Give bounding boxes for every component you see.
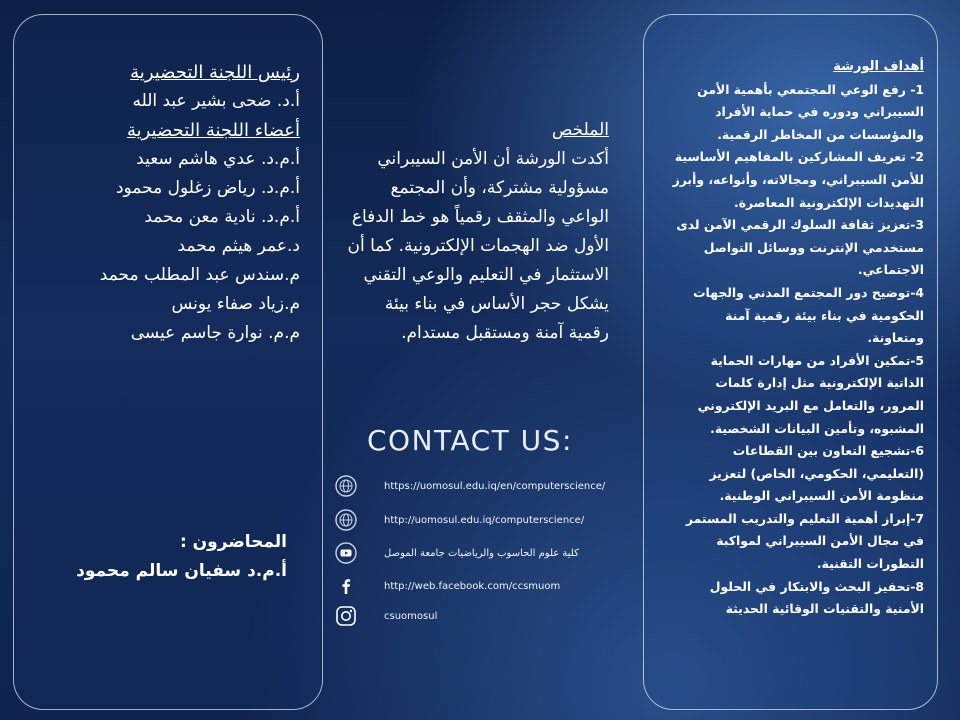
objective-item: 3-تعزيز ثقافة السلوك الرقمي الآمن لدى مستخدمي الإنترنت ووسائل التواصل الاجتماعي. <box>676 217 924 278</box>
objectives-section <box>672 56 924 621</box>
committee-member: م.م. نوارة جاسم عيسى <box>130 323 300 343</box>
committee-section <box>50 58 300 348</box>
objective-item: 4-توضيح دور المجتمع المدني والجهات الحكومية في بناء بيئة رقمية آمنة ومتعاونة. <box>693 284 924 346</box>
contact-link[interactable]: csuomosul <box>384 610 438 622</box>
objective-item: 2- تعريف المشاركين بالمفاهيم الأساسية للأمن السيبراني، ومجالاته، وأنواعه، وأبرز التهديدات الإلكترونية المعاصرة. <box>672 149 924 210</box>
contact-link[interactable]: https://uomosul.edu.iq/en/computerscience/ <box>384 480 606 492</box>
globe-icon <box>334 508 358 532</box>
contact-website-en[interactable] <box>334 473 606 499</box>
contact-link[interactable]: http://uomosul.edu.iq/computerscience/ <box>384 514 585 526</box>
objective-item: 5-تمكين الأفراد من مهارات الحماية الذاتية الإلكترونية مثل إدارة كلمات المرور، والتعامل مع البريد الإلكتروني المشبوه، وتأمين البيانات الشخصية. <box>697 352 924 436</box>
objective-item: 6-تشجيع التعاون بين القطاعات (التعليمي، الحكومي، الخاص) لتعزيز منظومة الأمن السيبراني الوطنية. <box>709 443 924 504</box>
contact-website[interactable] <box>334 507 585 533</box>
lecturer-name: أ.م.د سفيان سالم محمود <box>76 561 287 581</box>
lecturers-section <box>47 528 287 586</box>
facebook-icon <box>334 574 358 598</box>
committee-member: أ.م.د. نادية معن محمد <box>144 207 300 227</box>
contact-title: CONTACT US: <box>367 424 573 457</box>
instagram-icon <box>334 604 358 628</box>
contact-youtube[interactable] <box>334 540 579 566</box>
abstract-body: أكدت الورشة أن الأمن السيبراني مسؤولية مشتركة، وأن المجتمع الواعي والمثقف رقمياً هو خط الدفاع الأول ضد الهجمات الإلكترونية. كما أن الاستثمار في التعليم والوعي التقني يشكل حجر الأساس في بناء بيئة رقمية آمنة ومستقبل مستدام. <box>347 149 609 343</box>
committee-members-title: أعضاء اللجنة التحضيرية <box>126 120 300 141</box>
committee-member: د.عمر هيثم محمد <box>177 236 300 256</box>
objective-item: 7-إبراز أهمية التعليم والتدريب المستمر في مجال الأمن السيبراني لمواكبة التطورات التقنية. <box>685 510 924 572</box>
objective-item: 1- رفع الوعي المجتمعي بأهمية الأمن السيبراني ودوره في حماية الأفراد والمؤسسات من المخاطر الرقمية. <box>697 81 924 142</box>
objective-item: 8-تحفيز البحث والابتكار في الحلول الأمنية والتقنيات الوقائية الحديثة <box>709 578 924 617</box>
committee-member: م.سندس عبد المطلب محمد <box>99 265 300 285</box>
contact-link[interactable]: http://web.facebook.com/ccsmuom <box>384 580 561 592</box>
lecturers-title: المحاضرون : <box>179 532 287 552</box>
committee-member: أ.م.د. عدي هاشم سعيد <box>136 149 300 169</box>
globe-icon <box>334 474 358 498</box>
abstract-section <box>343 116 609 348</box>
contact-facebook[interactable] <box>334 573 561 599</box>
objectives-title: أهداف الورشة <box>833 59 924 74</box>
abstract-title: الملخص <box>551 120 609 140</box>
committee-member: م.زياد صفاء يونس <box>171 294 300 314</box>
youtube-icon <box>334 541 358 565</box>
committee-head-title: رئيس اللجنة التحضيرية <box>130 62 300 83</box>
contact-instagram[interactable] <box>334 603 438 629</box>
committee-member: أ.م.د. رياض زغلول محمود <box>115 178 300 198</box>
contact-link[interactable]: كلية علوم الحاسوب والرياضيات جامعة الموصل <box>384 547 579 559</box>
committee-head-name: أ.د. ضحى بشير عبد الله <box>132 91 300 111</box>
